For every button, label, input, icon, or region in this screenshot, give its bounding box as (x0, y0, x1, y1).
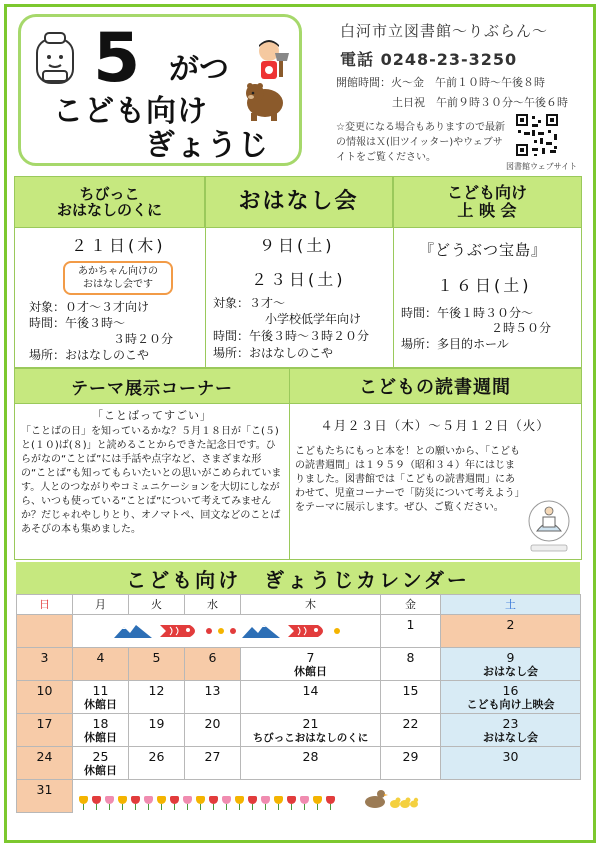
tulip-decoration (73, 780, 581, 813)
chibikko-time-end: ３時２０分 (113, 332, 174, 346)
event-calendar (16, 594, 580, 812)
calendar-day-29[interactable]: 29 (381, 747, 441, 780)
weekday-tue: 火 (129, 595, 185, 615)
ohanashi-date-1: ９日(土) (259, 236, 335, 255)
title-line-1: こども向け (53, 94, 208, 129)
calendar-day-20[interactable]: 20 (185, 714, 241, 747)
ohanashi-place: 場所：おはなしのこや (213, 346, 334, 360)
calendar-day-31[interactable]: 31 (17, 780, 73, 813)
movie-date: １６日(土) (437, 276, 532, 295)
calendar-day-18[interactable]: 18 休館日 (73, 714, 129, 747)
calendar-day-12[interactable]: 12 (129, 681, 185, 714)
calendar-week-row (17, 615, 581, 648)
calendar-day-14[interactable]: 14 (241, 681, 381, 714)
mountain-icon (114, 624, 152, 638)
chibikko-date: ２１日(木) (71, 236, 166, 255)
phone-number: 電話 0248-23-3250 (340, 50, 518, 69)
reading-week-poster-icon (525, 495, 573, 555)
calendar-week-row (17, 780, 581, 813)
ohanashi-heading: おはなし会 (205, 177, 393, 227)
weekday-wed: 水 (185, 595, 241, 615)
reading-week-text: こどもたちにもっと本を！との願いから、「こどもの読書週間」は１９５９（昭和３４）年にはじまりました。図書館では「こどもの読書週間」にあわせて、児童コーナーで「防災について考えよう」をテーマに展示します。ぜひ、ご覧ください。 (295, 446, 520, 513)
calendar-day-21[interactable]: 21 ちびっこおはなしのくに (241, 714, 381, 747)
qr-code-icon[interactable] (514, 112, 560, 158)
calendar-day-15[interactable]: 15 (381, 681, 441, 714)
movie-place: 場所：多目的ホール (401, 337, 509, 351)
theme-heading: テーマ展示コーナー (15, 369, 289, 403)
calendar-title: こども向け ぎょうじカレンダー (16, 562, 580, 594)
theme-text: 「ことばの日」を知っているかな？５月１８日が「こ(５)と(１０)ば(８)」と読めることからできた記念日です。ひらがなの“ことば”には手話や点字など、さまざまな形の“ことば”も知ってもらいたいとの思いがこめられています。人とのつながりやコミュニケーションを大切にしながら、いつも使っている“ことば”について考えてみませんか？だじゃれやしりとり、オノマトペ、回文などのことばあそびの本も集めました。 (21, 426, 282, 535)
calendar-day-2[interactable]: 2 (441, 615, 581, 648)
calendar-day-13[interactable]: 13 (185, 681, 241, 714)
calendar-week-row (17, 648, 581, 681)
weekday-sat: 土 (441, 595, 581, 615)
calendar-day-8[interactable]: 8 (381, 648, 441, 681)
chibikko-badge: あかちゃん向けの おはなし会です (63, 261, 173, 295)
chibikko-heading: ちびっこ おはなしのくに (15, 177, 205, 227)
qr-caption: 図書館ウェブサイト (506, 162, 578, 171)
calendar-day-5[interactable]: 5 (129, 648, 185, 681)
chibikko-target: 対象：０才～３才向け (29, 300, 150, 314)
koinobori-icon (158, 623, 200, 639)
theme-reading-section (14, 368, 582, 560)
weekday-sun: 日 (17, 595, 73, 615)
ohanashi-time: 時間：午後３時～３時２０分 (213, 329, 370, 343)
title-box (18, 14, 302, 166)
hours-weekday: 開館時間：火～金 午前１０時～午後８時 (336, 76, 545, 89)
calendar-day-24[interactable]: 24 (17, 747, 73, 780)
movie-title: 『どうぶつ宝島』 (419, 241, 548, 259)
chibikko-label: ちびっこおはなしのくに (252, 732, 369, 744)
movie-heading: こども向け 上 映 会 (393, 177, 581, 227)
weekday-thu: 木 (241, 595, 381, 615)
events-section (14, 176, 582, 368)
ohanashi-target: 対象：３才～ (213, 296, 286, 310)
movie-label: こども向け上映会 (466, 698, 555, 711)
movie-time-end: ２時５０分 (491, 321, 552, 335)
closed-label: 休館日 (84, 698, 117, 711)
closed-label: 休館日 (84, 764, 117, 777)
calendar-day-4[interactable]: 4 (73, 648, 129, 681)
calendar-day-empty (17, 615, 73, 648)
weekday-mon: 月 (73, 595, 129, 615)
calendar-day-7[interactable]: 7 休館日 (241, 648, 381, 681)
movie-time: 時間：午後１時３０分～ (401, 306, 534, 320)
calendar-day-3[interactable]: 3 (17, 648, 73, 681)
month-number: 5 (93, 19, 141, 98)
ohanashi-date-2: ２３日(土) (251, 270, 346, 289)
calendar-day-19[interactable]: 19 (129, 714, 185, 747)
calendar-day-11[interactable]: 11 休館日 (73, 681, 129, 714)
calendar-header-row (17, 595, 581, 615)
ohanashi-label: おはなし会 (483, 665, 538, 678)
closed-label: 休館日 (84, 731, 117, 744)
calendar-day-16[interactable]: 16 こども向け上映会 (441, 681, 581, 714)
kintaro-bear-icon (239, 37, 299, 127)
koinobori-icon-2 (286, 623, 328, 639)
mountain-icon-2 (242, 624, 280, 638)
hours-weekend: 土日祝 午前９時３０分～午後６時 (392, 96, 568, 109)
calendar-day-6[interactable]: 6 (185, 648, 241, 681)
calendar-day-10[interactable]: 10 (17, 681, 73, 714)
chibikko-place: 場所：おはなしのこや (29, 348, 150, 362)
calendar-day-26[interactable]: 26 (129, 747, 185, 780)
title-line-2: ぎょうじ (145, 128, 269, 163)
calendar-week-row (17, 681, 581, 714)
chibikko-time: 時間：午後３時～ (29, 316, 126, 330)
ohanashi-target-2: 小学校低学年向け (265, 312, 362, 326)
calendar-day-23[interactable]: 23 おはなし会 (441, 714, 581, 747)
calendar-day-9[interactable]: 9 おはなし会 (441, 648, 581, 681)
calendar-day-17[interactable]: 17 (17, 714, 73, 747)
calendar-day-22[interactable]: 22 (381, 714, 441, 747)
weekday-fri: 金 (381, 595, 441, 615)
duck-family-icon (363, 784, 419, 810)
calendar-day-30[interactable]: 30 (441, 747, 581, 780)
calendar-week-row (17, 747, 581, 780)
closed-label: 休館日 (294, 665, 327, 678)
calendar-day-1[interactable]: 1 (381, 615, 441, 648)
calendar-day-27[interactable]: 27 (185, 747, 241, 780)
theme-body (15, 403, 289, 559)
library-name: 白河市立図書館～りぶらん～ (340, 22, 549, 40)
ohanashi-label: おはなし会 (483, 731, 538, 744)
calendar-table (16, 594, 581, 813)
calendar-day-25[interactable]: 25 休館日 (73, 747, 129, 780)
reading-week-range: ４月２３日（木）～５月１２日（火） (320, 418, 550, 433)
book-character-icon (29, 29, 81, 93)
theme-subtitle: 「ことばってすごい」 (92, 409, 212, 422)
reading-week-heading: こどもの読書週間 (289, 369, 581, 403)
koinobori-decoration (73, 615, 381, 648)
notice-text: ☆変更になる場合もありますので最新の情報はＸ(旧ツイッター)やウェブサイトをご覧ください。 (336, 122, 505, 163)
calendar-day-28[interactable]: 28 (241, 747, 381, 780)
calendar-week-row (17, 714, 581, 747)
month-suffix: がつ (169, 52, 229, 87)
reading-week-body (289, 403, 581, 559)
